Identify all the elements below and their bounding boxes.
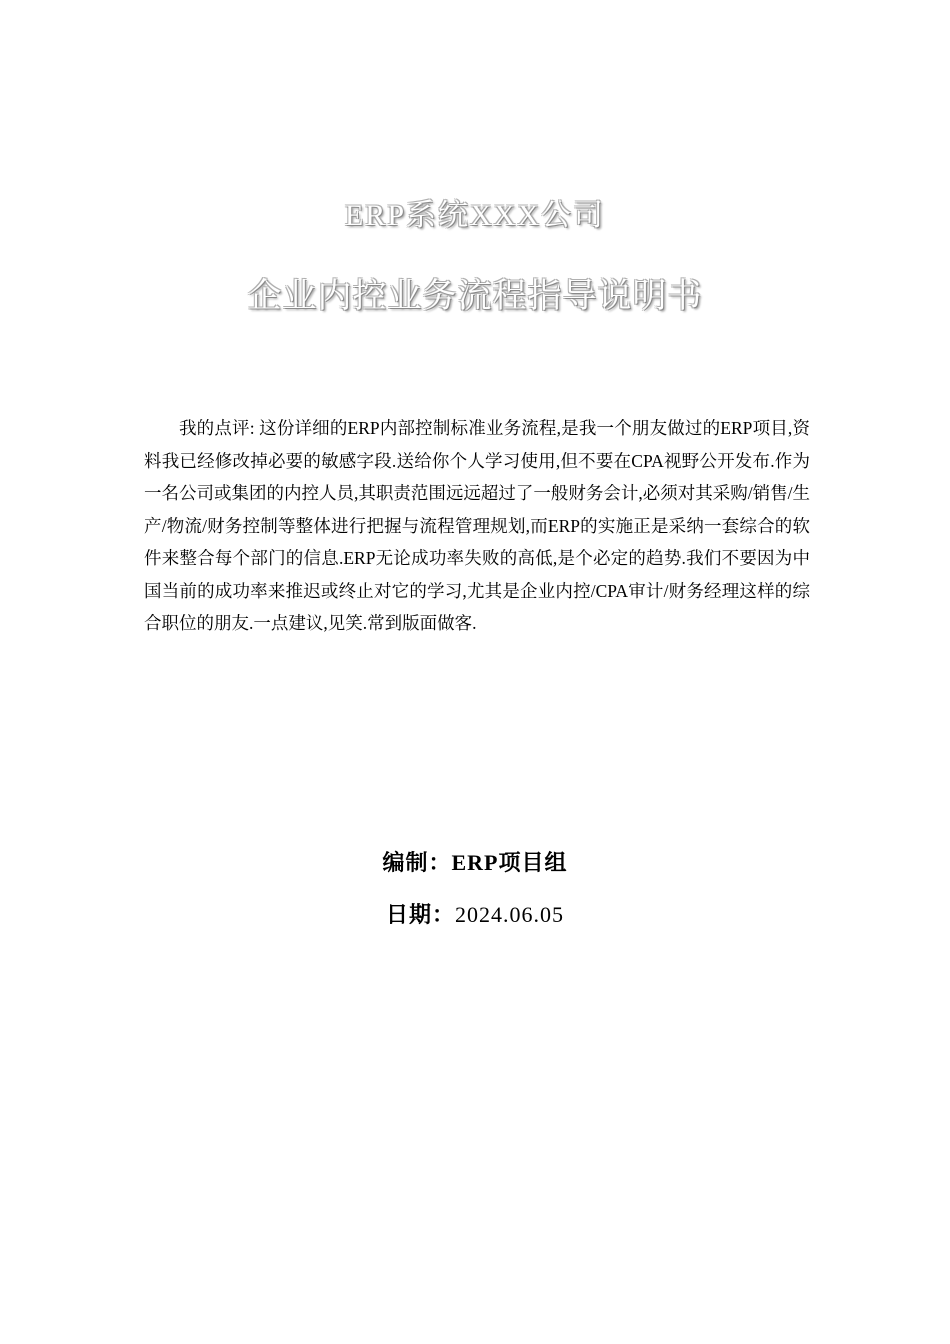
document-subtitle: 企业内控业务流程指导说明书 <box>247 276 703 316</box>
document-title: ERP系统XXX公司 <box>344 199 605 232</box>
review-paragraph: 我的点评: 这份详细的ERP内部控制标准业务流程,是我一个朋友做过的ERP项目,资料我已经修改掉必要的敏感字段.送给你个人学习使用,但不要在CPA视野公开发布.作为一名公司或集团的内控人员,其职责范围远远超过了一般财务会计,必须对其采购/销售/生产/物流/财务控制等整体进行把握与流程管理规划,而ERP的实施正是采纳一套综合的软件来整合每个部门的信息.ERP无论成功率失败的高低,是个必定的趋势.我们不要因为中国当前的成功率来推迟或终止对它的学习,尤其是企业内控/CPA审计/财务经理这样的综合职位的朋友.一点建议,见笑.常到版面做客. <box>144 418 810 633</box>
author-label: 编制： <box>382 850 452 875</box>
date-value: 2024.06.05 <box>455 902 564 927</box>
date-line <box>0 898 950 929</box>
date-label: 日期： <box>385 902 455 927</box>
author-value: ERP项目组 <box>451 850 568 875</box>
author-line <box>0 846 950 877</box>
